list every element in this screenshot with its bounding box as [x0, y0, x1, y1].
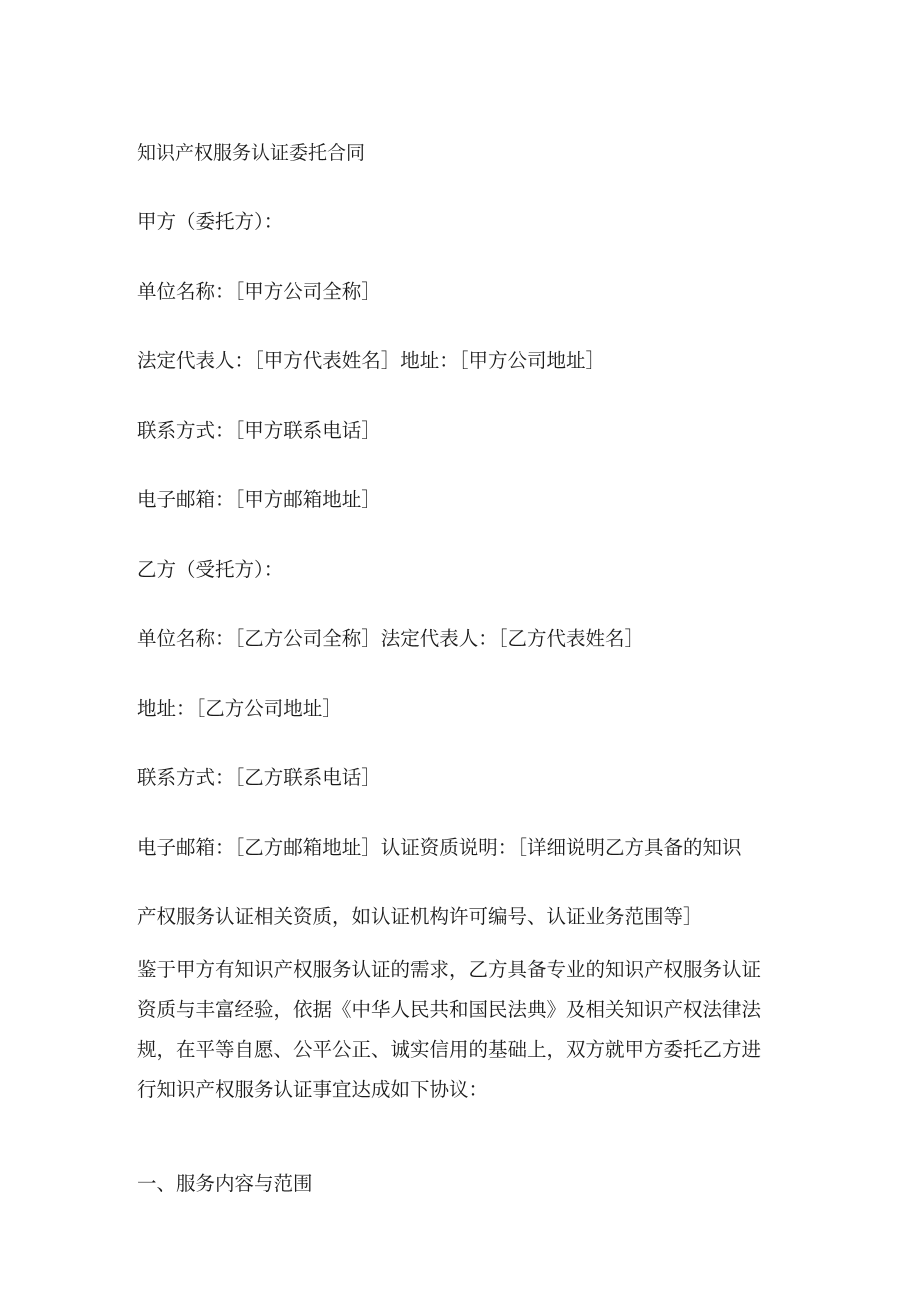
document-title: 知识产权服务认证委托合同: [137, 142, 366, 164]
preamble-line: 规，在平等自愿、公平公正、诚实信用的基础上，双方就甲方委托乙方进: [137, 1038, 762, 1061]
preamble-paragraph: [137, 950, 787, 1110]
party-b-contact: 联系方式：［乙方联系电话］: [137, 766, 381, 789]
section-1-heading: 一、服务内容与范围: [137, 1172, 313, 1195]
party-a-name: 单位名称：［甲方公司全称］: [137, 280, 381, 303]
party-a-rep-address: 法定代表人：［甲方代表姓名］地址：［甲方公司地址］: [137, 349, 606, 372]
preamble-line: 资质与丰富经验，依据《中华人民共和国民法典》及相关知识产权法律法: [137, 998, 762, 1021]
party-a-contact: 联系方式：［甲方联系电话］: [137, 419, 381, 442]
party-b-address: 地址：［乙方公司地址］: [137, 697, 342, 720]
party-b-name-rep: 单位名称：［乙方公司全称］法定代表人：［乙方代表姓名］: [137, 627, 645, 650]
preamble-line: 行知识产权服务认证事宜达成如下协议：: [137, 1078, 489, 1101]
party-b-heading: 乙方（受托方）：: [137, 558, 284, 581]
party-a-heading: 甲方（委托方）：: [137, 210, 284, 233]
preamble-line: 鉴于甲方有知识产权服务认证的需求，乙方具备专业的知识产权服务认证: [137, 958, 762, 981]
party-b-email-qualification-line-2: 产权服务认证相关资质，如认证机构许可编号、认证业务范围等］: [137, 905, 703, 928]
party-a-email: 电子邮箱：［甲方邮箱地址］: [137, 488, 381, 511]
party-b-email-qualification-line-1: 电子邮箱：［乙方邮箱地址］认证资质说明：［详细说明乙方具备的知识: [137, 836, 742, 859]
